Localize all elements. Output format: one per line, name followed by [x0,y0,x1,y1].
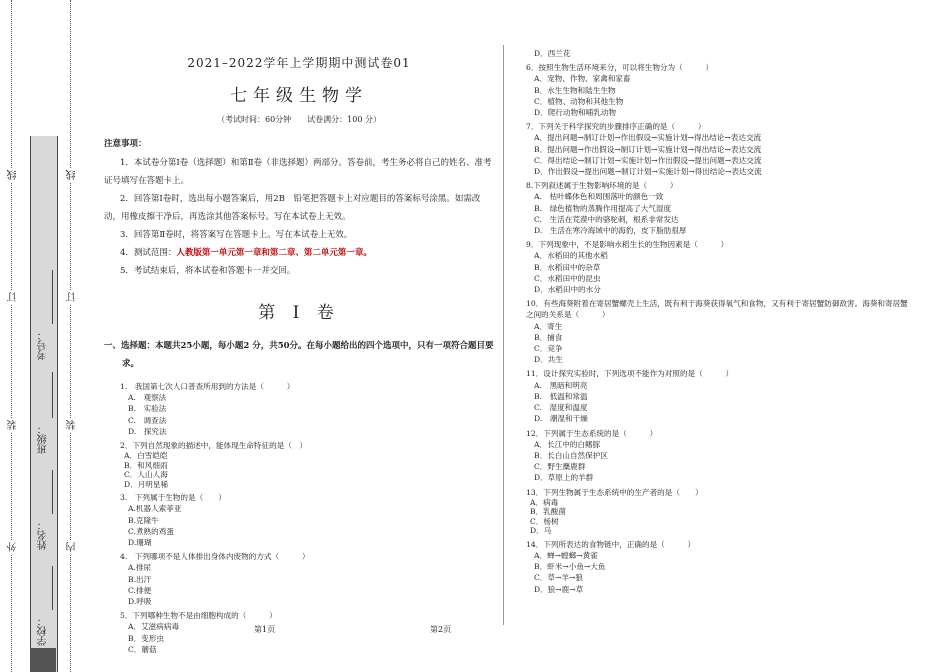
inner-seal-char: 装 [67,420,78,430]
question [510,487,910,536]
answer-option: C．植物、动物和其他生物 [534,96,624,106]
class-field[interactable] [52,372,53,418]
answer-option: A. 黑暗和明亮 [534,380,588,390]
answer-option: D.呼吸 [128,597,152,607]
answer-option: D. 生活在寒冷海域中的海豹，皮下脂肪很厚 [534,226,687,236]
answer-option: D．共生 [534,355,563,365]
answer-option: D．水稻田中的水分 [534,285,601,295]
answer-option: C．得出结论→制订计划→实施计划→作出假设→提出问题→表达交流 [534,155,762,165]
outer-seal-char: 装 [8,420,19,430]
answer-option: B．提出问题→作出假设→制订计划→实施计划→得出结论→表达交流 [534,144,762,154]
answer-option: A. 观察法 [128,393,167,403]
binding-margin [0,0,82,672]
answer-option: A．水稻田的其他水稻 [534,251,608,261]
question-stem: 5．下列哪种生物不是由细胞构成的（ ） [120,611,277,621]
answer-option: D．爬行动物和哺乳动物 [534,108,617,118]
volume-title: 第 Ⅰ 卷 [258,303,340,323]
notice-item: 1．本试卷分第Ⅰ卷（选择题）和第Ⅱ卷（非选择题）两部分。答卷前，考生务必将自己的姓名、准考证号填写在答题卡上。 [104,158,492,186]
section-heading [104,337,494,373]
outer-seal-char: 线 [8,170,19,180]
answer-option: C.排便 [128,585,152,595]
answer-option: B. 绿色植物的蒸腾作用提高了大气湿度 [534,203,672,213]
answer-option: C．草→羊→狼 [534,573,583,583]
question-stem: 3. 下列属于生物的是（ ） [120,493,226,503]
number-label: 考号： [38,330,49,360]
left-column [104,48,494,655]
answer-option: B.克隆牛 [128,515,159,525]
strip-end-block [30,648,56,672]
answer-option: B．长白山自然保护区 [534,450,608,460]
answer-option: D．西兰花 [534,49,571,58]
question-stem: 9．下列现象中，不是影响水稻生长的生物因素是（ ） [526,240,729,250]
answer-option: B．水生生物和陆生生物 [534,85,616,95]
exam-meta: （考试时间：60分钟 试卷满分：100 分） [217,115,381,124]
grade-title: 七年级生物学 [230,86,368,106]
question-stem: 12．下列属于生态系统的是（ ） [526,428,658,438]
answer-option: D．月明星稀 [124,479,169,489]
inner-seal-char: 线 [67,170,78,180]
school-label: 学校： [38,616,49,646]
question-stem: 6．按照生物生活环境来分，可以将生物分为（ ） [526,63,714,73]
question [510,48,910,59]
scope-text: 人教版第一单元第一章和第二章、第二单元第一章。 [176,248,372,258]
question-stem: 13．下列生物属于生态系统中的生产者的是（ ） [526,487,703,497]
answer-option: A.排尿 [128,563,152,573]
question [510,428,910,484]
outer-seal-char: 外 [8,542,19,552]
page-number-2: 第2页 [430,625,452,634]
answer-option: C．水稻田中的昆虫 [534,273,601,283]
question [510,121,910,177]
right-column [510,48,910,595]
answer-option: C．人山人海 [124,470,168,480]
outer-binding-line [11,0,12,672]
inner-seal-char: 内 [67,542,78,552]
info-strip [30,136,58,672]
answer-option: D. 探究法 [128,426,167,436]
question-stem: 4. 下列哪项不是人体排出身体内废物的方式（ ） [120,552,310,562]
answer-option: B．水稻田中的杂草 [534,262,601,272]
answer-option: C.煮熟的鸡蛋 [128,526,174,536]
name-field[interactable] [52,470,53,514]
answer-option: D．作出假设→提出问题→制订计划→实施计划→得出结论→表达交流 [534,167,762,177]
question-stem: 8.下列叙述属于生物影响环境的是（ ） [526,181,678,191]
answer-option: C. 生活在荒漠中的骆驼刺，根系非常发达 [534,214,679,224]
answer-option: A．白雪皑皑 [124,451,168,461]
right-question-list [510,48,910,595]
notice-item: 2．回答第Ⅰ卷时，选出每小题答案后，用2B 铅笔把答题卡上对应题目的答案标号涂黑。如需改动，用橡皮擦干净后，再选涂其他答案标号。写在本试卷上无效。 [104,194,481,222]
answer-option: B．乳酸菌 [530,507,566,517]
notice-item: 3．回答第Ⅱ卷时，将答案写在答题卡上。写在本试卷上无效。 [120,230,353,240]
notice-item-scope [104,244,494,262]
answer-option: B.出汗 [128,574,152,584]
answer-option: D．草原上的羊群 [534,473,594,483]
question [104,492,494,548]
answer-option: D．马 [530,526,552,536]
answer-option: B．捕食 [534,332,563,342]
notice-heading: 注意事项： [104,139,147,149]
question-stem: 14．下列所表达的食物链中，正确的是（ ） [526,539,696,549]
answer-option: B．和风细雨 [124,460,168,470]
answer-option: A．长江中的白鳍豚 [534,439,601,449]
answer-option: A．寄生 [534,321,563,331]
name-label: 姓名： [38,520,49,550]
answer-option: A．蝉→螳螂→黄雀 [534,550,598,560]
question [510,239,910,295]
answer-option: B. 实验法 [128,404,167,414]
question-stem: 10．有些海葵附着在寄居蟹螺壳上生活，既有利于海葵获得氧气和食物，又有利于寄居蟹防御敌害。海葵和寄居蟹之间的关系是（ ） [526,299,908,320]
school-field[interactable] [52,566,53,610]
answer-option: D.珊瑚 [128,538,152,548]
answer-option: C．蘑菇 [128,644,157,654]
question-stem: 11．设计探究实验时，下列选项不能作为对照的是（ ） [526,369,734,379]
outer-seal-char: 订 [8,292,19,302]
question [510,180,910,236]
question [510,539,910,595]
question-stem: 7．下列关于科学探究的步骤排序正确的是（ ） [526,122,706,132]
page-number-1: 第1页 [254,625,276,634]
question [510,298,910,365]
left-question-list [104,381,494,655]
notice-item: 5．考试结束后，将本试卷和答题卡一并交回。 [120,266,296,276]
question-stem: 2．下列自然现象的描述中，能体现生命特征的是（ ） [120,441,308,451]
answer-option: D. 潮湿和干燥 [534,414,588,424]
column-divider [503,45,504,625]
question [104,381,494,437]
answer-option: B．虾米→小鱼→大鱼 [534,562,606,572]
question [510,62,910,118]
answer-option: C. 湿度和温度 [534,403,588,413]
answer-option: A.机器人索菲亚 [128,504,182,514]
answer-option: A．病毒 [530,497,559,507]
section-heading-line: 求。 [122,359,140,369]
answer-option: A. 枯叶蝶体色和周围落叶的颜色一致 [534,192,664,202]
question [104,440,494,489]
scope-prefix: 4．测试范围： [120,248,177,258]
answer-option: A．艾滋病病毒 [128,622,180,632]
exam-title: 2021–2022学年上学期期中测试卷01 [187,56,411,70]
answer-option: C. 调查法 [128,415,167,425]
answer-option: B. 低温和常温 [534,391,588,401]
answer-option: C．竞争 [534,344,563,354]
answer-option: D．狼→鹿→草 [534,584,584,594]
answer-option: B．变形虫 [128,633,164,643]
question [104,551,494,607]
answer-option: A．宠物、作物、家禽和家畜 [534,74,631,84]
section-heading-line: 一、选择题：本题共25小题，每小题2 分，共50分。在每小题给出的四个选项中，只有一项符合题目要 [104,341,494,351]
answer-option: C．野生麋鹿群 [534,462,586,472]
inner-binding-line [70,0,71,672]
class-label: 班级： [38,424,49,454]
number-field[interactable] [52,270,53,324]
answer-option: A．提出问题→制订计划→作出假设→实施计划→得出结论→表达交流 [534,133,762,143]
answer-option: C．杨树 [530,516,559,526]
inner-seal-char: 订 [67,292,78,302]
question [510,368,910,424]
question-stem: 1. 我国第七次人口普查所用到的方法是（ ） [120,382,295,391]
